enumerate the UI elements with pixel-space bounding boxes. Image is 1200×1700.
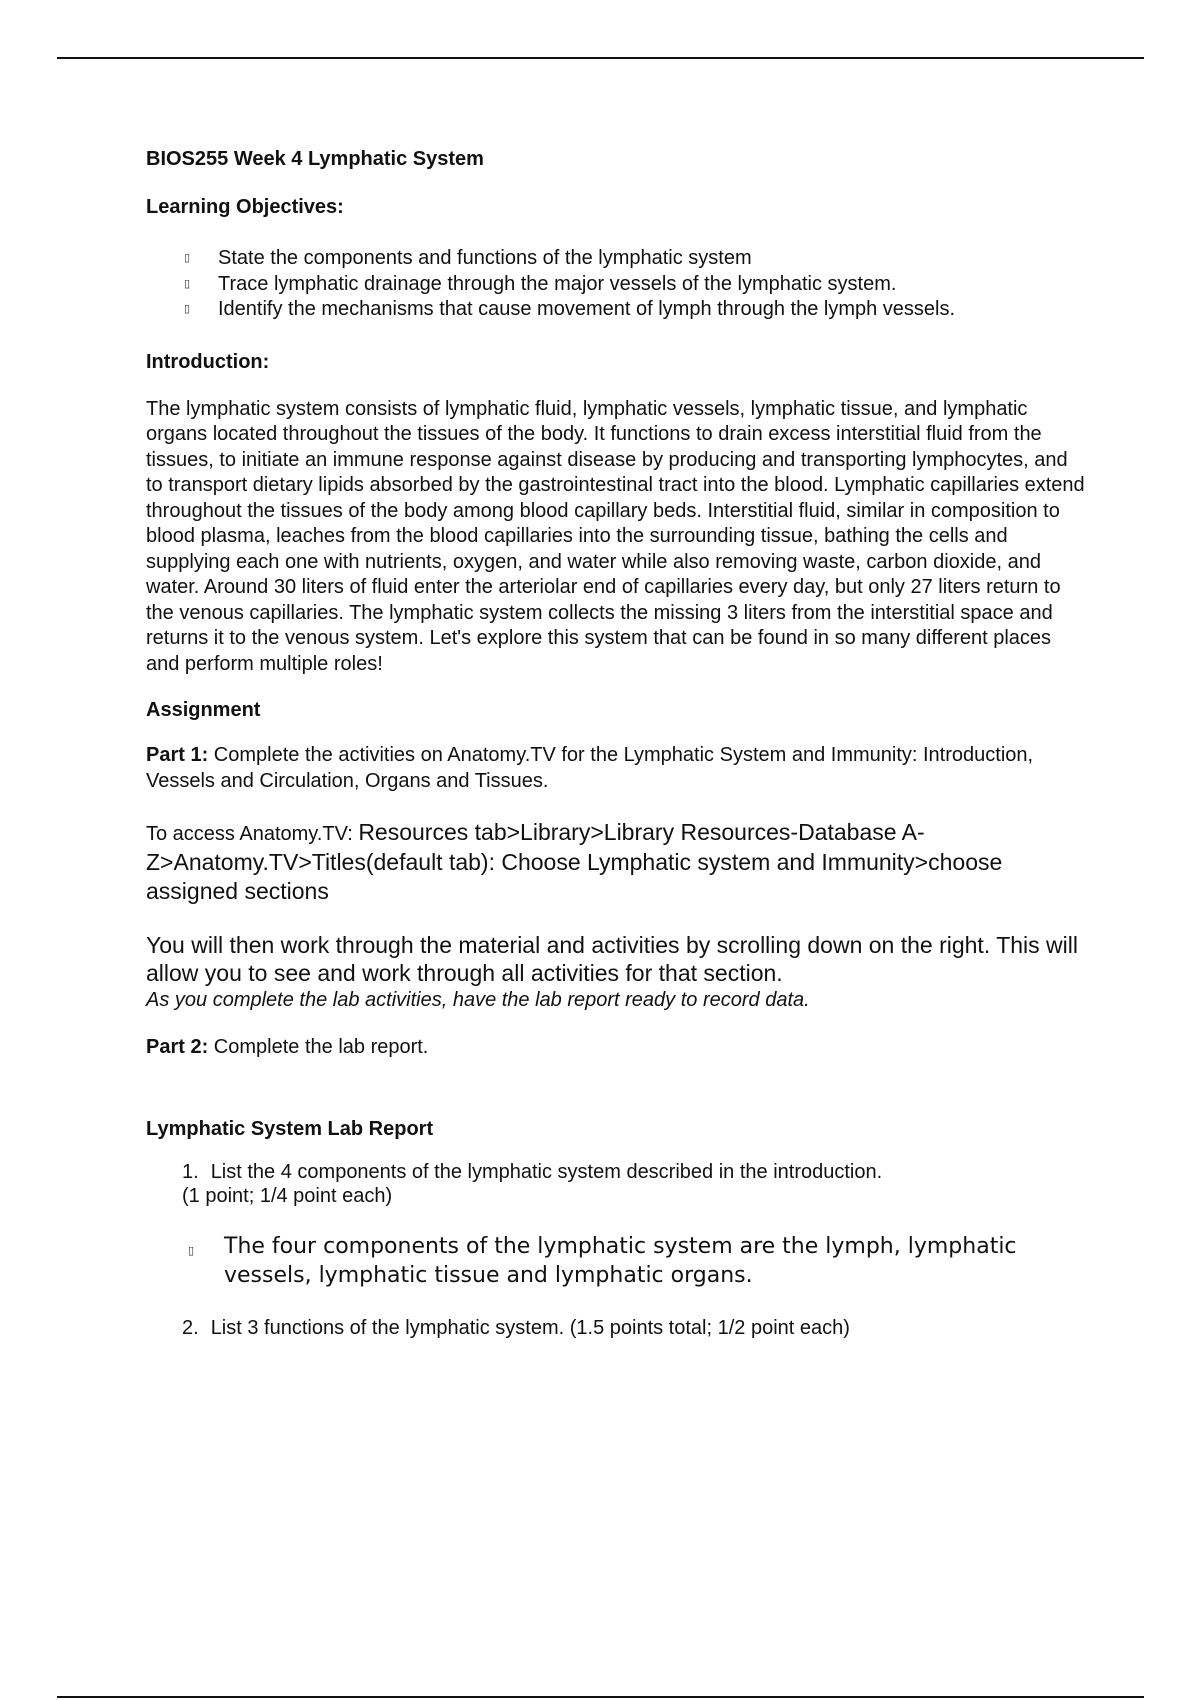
introduction-paragraph: The lymphatic system consists of lymphatic fluid, lymphatic vessels, lymphatic tissue, and lymphatic organs located throughout the tissues of the body. It functions to drain excess interstitial fluid from the tissues, to initiate an immune response against disease by producing and transporting lymphocytes, and to transport dietary lipids absorbed by the gastrointestinal tract into the blood. Lymphatic capillaries extend throughout the tissues of the body among blood capillary beds. Interstitial fluid, similar in composition to blood plasma, leaches from the blood capillaries into the surrounding tissue, bathing the cells and supplying each one with nutrients, oxygen, and water while also removing waste, carbon dioxide, and water. Around 30 liters of fluid enter the arteriolar end of capillaries every day, but only 27 liters return to the venous capillaries. The lymphatic system collects the missing 3 liters from the interstitial space and returns it to the venous system. Let's explore this system that can be found in so many different places and perform multiple roles! <box>146 397 1085 675</box>
bullet-icon: ▯ <box>184 277 191 290</box>
document-title: BIOS255 Week 4 Lymphatic System <box>146 148 484 170</box>
question-2-text: List 3 functions of the lymphatic system. (1.5 points total; 1/2 point each) <box>210 1317 850 1339</box>
list-item <box>146 272 1086 298</box>
italic-note: As you complete the lab activities, have the lab report ready to record data. <box>146 988 810 1011</box>
part2-text: Complete the lab report. <box>208 1035 429 1058</box>
part2-label: Part 2: <box>146 1035 209 1058</box>
part1-paragraph <box>146 743 1086 794</box>
part1-text: Complete the activities on Anatomy.TV for the Lymphatic System and Immunity: Introduction, Vessels and Circulation, Organs and Tissues. <box>146 744 1034 792</box>
header-rule <box>57 57 1144 59</box>
list-item <box>146 246 1086 272</box>
list-item <box>146 297 1086 323</box>
bullet-icon: ▯ <box>184 303 191 315</box>
question-1 <box>182 1160 902 1208</box>
bullet-icon: ▯ <box>184 252 191 264</box>
part1-label: Part 1: <box>146 744 209 766</box>
objectives-list <box>146 246 1086 323</box>
assignment-heading: Assignment <box>146 699 261 721</box>
objective-text: Identify the mechanisms that cause movement of lymph through the lymph vessels. <box>218 298 956 320</box>
objective-text: State the components and functions of the lymphatic system <box>218 247 752 269</box>
introduction-heading: Introduction: <box>146 350 270 373</box>
access-paragraph <box>146 818 1086 907</box>
objective-text: Trace lymphatic drainage through the major vessels of the lymphatic system. <box>218 272 897 295</box>
answer-1 <box>146 1232 1024 1290</box>
question-2-number: 2. <box>182 1317 199 1339</box>
document-body <box>146 146 1086 1340</box>
footer-rule <box>57 1696 1144 1698</box>
answer-1-text: The four components of the lymphatic system are the lymph, lymphatic vessels, lymphatic tissue and lymphatic organs. <box>224 1234 1017 1288</box>
lab-report-heading: Lymphatic System Lab Report <box>146 1118 434 1140</box>
access-prefix: To access Anatomy.TV: <box>146 823 359 845</box>
question-2 <box>182 1316 1086 1340</box>
access-path: Resources tab>Library>Library Resources-Database A-Z>Anatomy.TV>Titles(default tab): Choose Lymphatic system and Immunity>choose assigned sections <box>146 819 1003 904</box>
objectives-heading: Learning Objectives: <box>146 196 344 218</box>
question-1-text: List the 4 components of the lymphatic system described in the introduction. (1 point; 1/4 point each) <box>182 1161 883 1207</box>
bullet-icon: ▯ <box>188 1244 195 1257</box>
question-1-number: 1. <box>182 1161 199 1183</box>
part2-paragraph <box>146 1035 1086 1061</box>
scroll-instructions: You will then work through the material and activities by scrolling down on the right. This will allow you to see and work through all activities for that section. <box>146 931 1078 986</box>
